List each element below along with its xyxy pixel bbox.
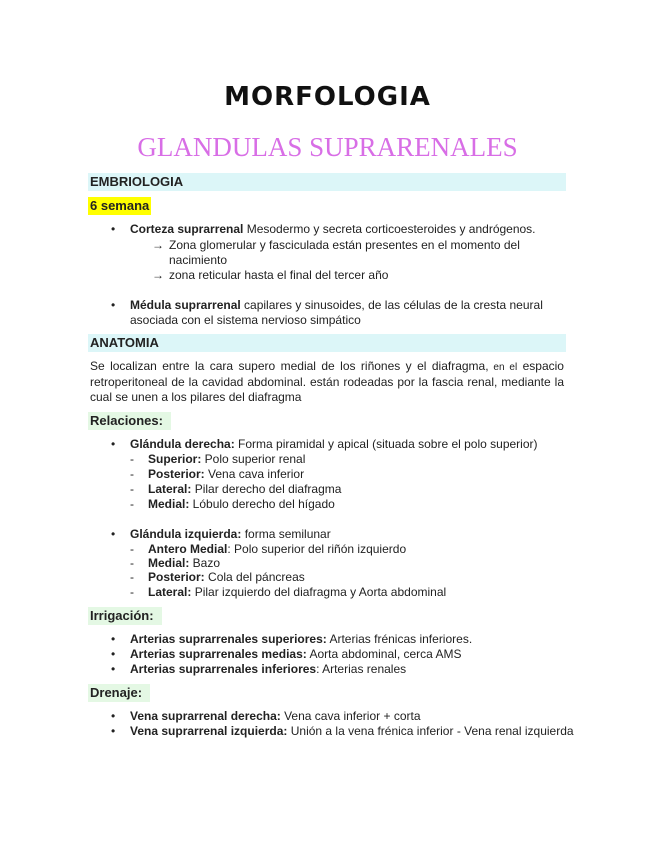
anatomia-paragraph xyxy=(90,359,564,405)
irrigacion-key: Arterias suprarrenales superiores: xyxy=(130,632,327,646)
term-medula: Médula suprarrenal xyxy=(130,298,241,312)
dash-icon: - xyxy=(130,585,134,599)
relacion-derecha-posterior xyxy=(148,467,304,482)
relacion-key: Antero Medial xyxy=(148,542,228,556)
relacion-key: Lateral: xyxy=(148,482,192,496)
drenaje-value: Unión a la vena frénica inferior - Vena renal izquierda xyxy=(287,724,574,738)
page-subtitle: GLANDULAS SUPRARENALES xyxy=(137,132,518,162)
list-item-medula xyxy=(130,298,560,328)
dash-icon: - xyxy=(130,452,134,466)
dash-icon: - xyxy=(130,570,134,584)
relacion-key: Medial: xyxy=(148,497,190,511)
term-corteza: Corteza suprarrenal xyxy=(130,222,244,236)
bullet-icon: • xyxy=(111,437,116,451)
relacion-value: Polo superior renal xyxy=(201,452,306,466)
relacion-key: Superior: xyxy=(148,452,202,466)
relacion-value: Vena cava inferior xyxy=(204,467,305,481)
relacion-key: Posterior: xyxy=(148,467,205,481)
relacion-value: : Polo superior del riñón izquierdo xyxy=(227,542,407,556)
relacion-izquierda-lateral xyxy=(148,585,446,600)
bullet-icon: • xyxy=(111,632,116,646)
list-item-corteza xyxy=(130,222,565,237)
sub-item-zona-reticular: zona reticular hasta el final del tercer año xyxy=(169,268,389,282)
bullet-icon: • xyxy=(111,298,116,312)
irrigacion-value: Aorta abdominal, cerca AMS xyxy=(306,647,462,661)
bullet-icon: • xyxy=(111,222,116,236)
section-heading-embriologia: EMBRIOLOGIA xyxy=(88,173,566,191)
anatomia-text-1: Se localizan entre la cara supero medial de los riñones y el diafragma, xyxy=(90,359,489,373)
text-glandula-izquierda: forma semilunar xyxy=(241,527,331,541)
relacion-value: Bazo xyxy=(189,556,221,570)
bullet-icon: • xyxy=(111,709,116,723)
page-title: MORFOLOGIA xyxy=(224,82,431,112)
text-corteza: Mesodermo y secreta corticoesteroides y andrógenos. xyxy=(243,222,536,236)
subheading-drenaje: Drenaje: xyxy=(88,684,150,702)
relacion-derecha-lateral xyxy=(148,482,341,497)
relacion-izquierda-posterior xyxy=(148,570,305,585)
dash-icon: - xyxy=(130,542,134,556)
highlight-6-semana: 6 semana xyxy=(90,198,150,213)
arrow-icon: → xyxy=(152,238,164,252)
irrigacion-key: Arterias suprarrenales inferiores xyxy=(130,662,317,676)
relacion-derecha-superior xyxy=(148,452,305,467)
relacion-value: Cola del páncreas xyxy=(204,570,305,584)
relacion-izquierda-antero-medial xyxy=(148,542,406,557)
drenaje-item-derecha xyxy=(130,709,421,724)
list-item-glandula-izquierda xyxy=(130,527,570,542)
anatomia-text-2: en el xyxy=(488,362,518,373)
term-glandula-izquierda: Glándula izquierda: xyxy=(130,527,242,541)
sub-item-zona-glomerular: Zona glomerular y fasciculada están presentes en el momento del nacimiento xyxy=(169,238,520,267)
irrigacion-item-superiores xyxy=(130,632,472,647)
drenaje-key: Vena suprarrenal izquierda: xyxy=(130,724,288,738)
dash-icon: - xyxy=(130,556,134,570)
bullet-icon: • xyxy=(111,527,116,541)
list-item-glandula-derecha xyxy=(130,437,570,452)
irrigacion-value: Arterias frénicas inferiores. xyxy=(326,632,473,646)
term-glandula-derecha: Glándula derecha: xyxy=(130,437,235,451)
text-medula: capilares y sinusoides, de las células de la cresta neural asociada con el sistema nervioso simpático xyxy=(130,298,543,327)
relacion-key: Medial: xyxy=(148,556,190,570)
subheading-irrigacion: Irrigación: xyxy=(88,607,162,625)
bullet-icon: • xyxy=(111,662,116,676)
relacion-derecha-medial xyxy=(148,497,335,512)
bullet-icon: • xyxy=(111,724,116,738)
drenaje-value: Vena cava inferior + corta xyxy=(280,709,421,723)
subheading-relaciones: Relaciones: xyxy=(88,412,171,430)
relacion-izquierda-medial xyxy=(148,556,220,571)
section-heading-anatomia: ANATOMIA xyxy=(88,334,566,352)
relacion-value: Pilar izquierdo del diafragma y Aorta abdominal xyxy=(191,585,447,599)
anatomia-text-3: espacio retroperitoneal de la cavidad abdominal. están rodeadas por la fascia renal, mediante la cual se unen a los pilares del diafragma xyxy=(90,359,564,404)
relacion-value: Pilar derecho del diafragma xyxy=(191,482,342,496)
irrigacion-item-medias xyxy=(130,647,462,662)
bullet-icon: • xyxy=(111,647,116,661)
dash-icon: - xyxy=(130,482,134,496)
relacion-value: Lóbulo derecho del hígado xyxy=(189,497,335,511)
drenaje-item-izquierda xyxy=(130,724,574,739)
irrigacion-item-inferiores xyxy=(130,662,406,677)
relacion-key: Lateral: xyxy=(148,585,192,599)
dash-icon: - xyxy=(130,497,134,511)
arrow-icon: → xyxy=(152,268,164,282)
irrigacion-key: Arterias suprarrenales medias: xyxy=(130,647,307,661)
dash-icon: - xyxy=(130,467,134,481)
relacion-key: Posterior: xyxy=(148,570,205,584)
irrigacion-value: : Arterias renales xyxy=(316,662,407,676)
text-glandula-derecha: Forma piramidal y apical (situada sobre el polo superior) xyxy=(234,437,538,451)
drenaje-key: Vena suprarrenal derecha: xyxy=(130,709,281,723)
